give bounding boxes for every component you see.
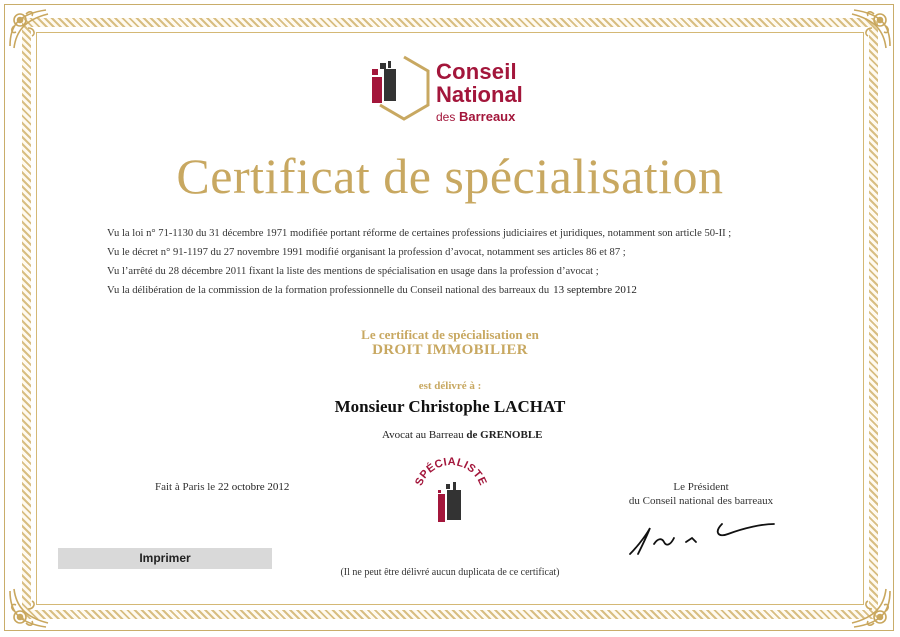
recipient-name: Monsieur Christophe LACHAT [334,397,566,416]
logo-line-barreaux [436,110,523,123]
specialisation-domain: DROIT IMMOBILIER [372,342,528,358]
made-at-paris [155,481,289,493]
president-signature-block [596,480,806,508]
svg-text:SPÉCIALISTE [413,456,489,488]
preamble-law: Vu la loi n° 71-1130 du 31 décembre 1971 modifiée portant réforme de certaines professions judiciaires et juridiques, notamment son article 50-II ; [107,228,732,239]
made-at-date: 22 octobre 2012 [217,481,290,493]
bar-affiliation [382,429,543,441]
preamble-decree: Vu le décret n° 91-1197 du 27 novembre 1991 modifié organisant la profession d’avocat, notamment ses articles 86 et 87 ; [107,247,626,258]
specialiste-seal-icon [412,456,490,526]
corner-ornament-icon [848,6,894,52]
corner-ornament-icon [848,585,894,631]
preamble-deliberation-text: Vu la délibération de la commission de la formation professionnelle du Conseil national des barreaux du [107,285,550,296]
seal-text: SPÉCIALISTE [413,456,489,488]
certificate-title: Certificat de spécialisation [176,148,724,204]
logo-line-des: des [436,110,456,124]
cnb-logo [368,55,538,127]
president-organisation: du Conseil national des barreaux [628,495,774,507]
corner-ornament-icon [6,585,52,631]
cnb-logo-wordmark [436,61,523,123]
logo-line-national: National [436,82,523,107]
signature-icon [626,514,776,560]
preamble-order: Vu l’arrêté du 28 décembre 2011 fixant la liste des mentions de spécialisation en usage dans la profession d’avocat ; [107,266,599,277]
corner-ornament-icon [6,6,52,52]
preamble-deliberation [107,281,807,300]
legal-preamble [107,224,807,300]
no-duplicate-notice: (Il ne peut être délivré aucun duplicata de ce certificat) [340,567,560,578]
print-button[interactable]: Imprimer [58,548,272,569]
bar-prefix: Avocat au Barreau [382,429,464,441]
cnb-logo-mark-icon [368,55,432,127]
certificate-intro: Le certificat de spécialisation en [361,327,539,342]
delivered-to-label: est délivré à : [418,380,482,392]
bar-city: de GRENOBLE [466,429,543,441]
preamble-deliberation-date: 13 septembre 2012 [553,284,637,296]
logo-line-barreaux-main: Barreaux [458,109,516,124]
president-title: Le Président [673,481,729,493]
made-at-label: Fait à Paris le [155,481,216,493]
logo-line-conseil: Conseil [436,59,517,84]
